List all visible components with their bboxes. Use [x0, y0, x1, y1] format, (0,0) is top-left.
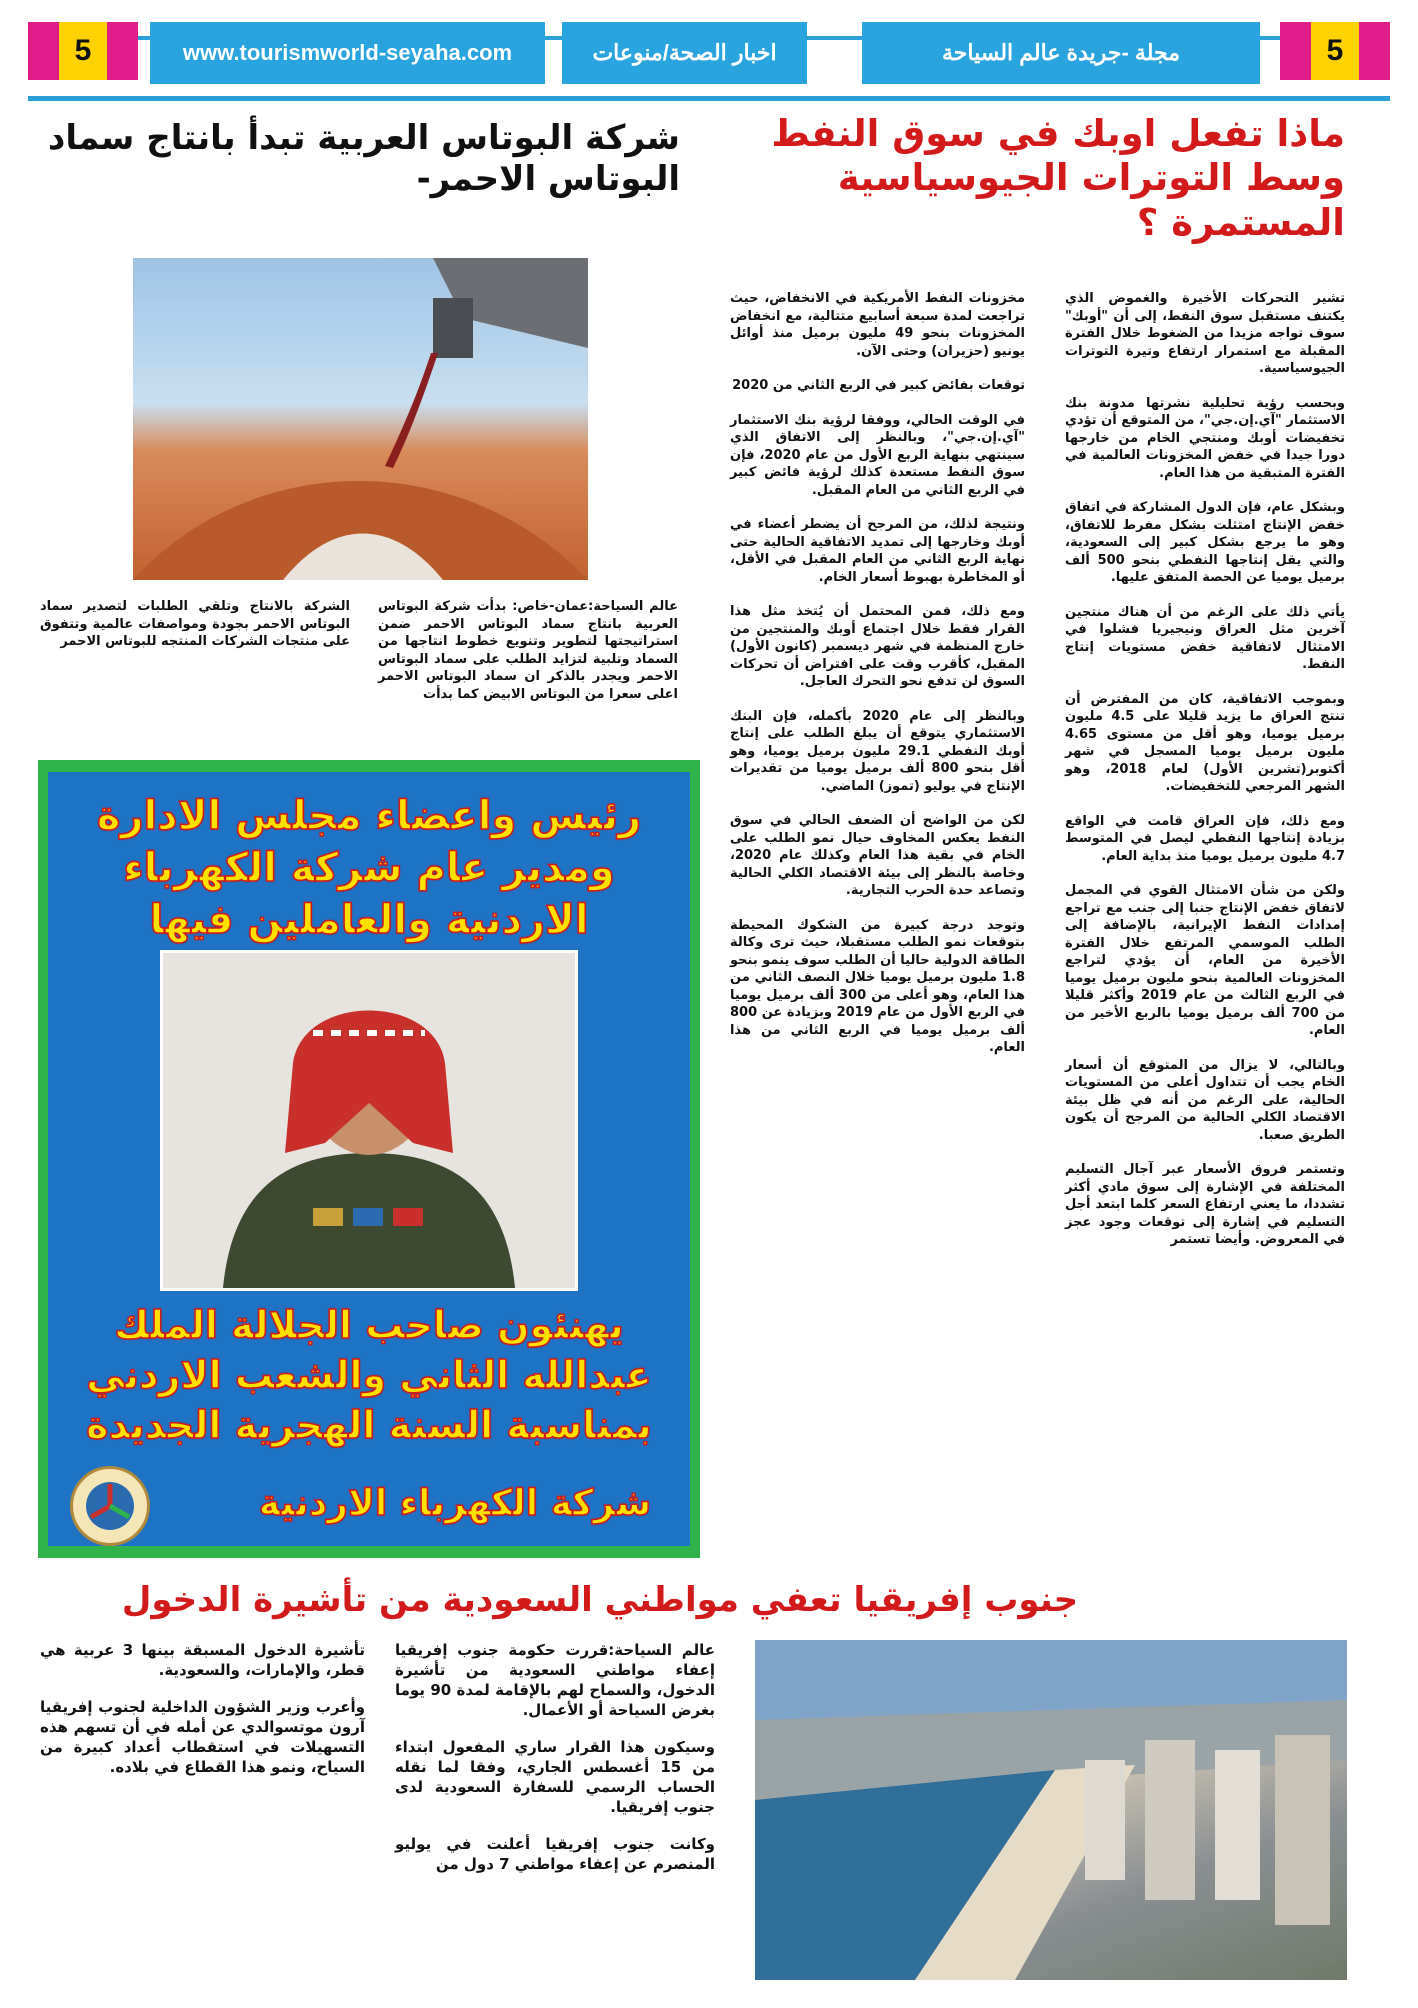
paragraph: وسيكون هذا القرار ساري المفعول ابتداء من 15 أغسطس الجاري، وفقا لما نقله الحساب الرسمي للسفارة السعودية لدى جنوب إفريقيا. — [395, 1738, 715, 1816]
paragraph: الشركة بالانتاج وتلقي الطلبات لتصدير سماد البوتاس الاحمر بجودة ومواصفات عالمية وتتفوق على منتجات الشركات المنتجه للبوتاس الاحمر — [40, 599, 350, 649]
paragraph: وبشكل عام، فإن الدول المشاركة في اتفاق خفض الإنتاج امتثلت بشكل مفرط للاتفاق، وهو ما يرجع بشكل كبير إلى السعودية، والتي يقل إنتاجها النفطي بنحو 500 ألف برميل يوميا عن الحصة المتفق عليها. — [1065, 500, 1345, 585]
south-africa-column-left — [40, 1640, 365, 1794]
section-banner — [562, 22, 807, 84]
page-number-right — [1280, 22, 1390, 80]
opec-column-right — [1065, 290, 1345, 1266]
paragraph: وبالتالي، لا يزال من المتوقع أن أسعار الخام يجب أن تتداول أعلى من المستويات الحالية، على الرغم من أنه في ظل بيئة الاقتصاد الكلي الحالية من المرجح أن يكون الطريق صعبا. — [1065, 1057, 1345, 1143]
potash-column-left — [40, 598, 350, 668]
paragraph: عالم السياحة:عمان-خاص: بدأت شركة البوتاس العربية بانتاج سماد البوتاس الاحمر ضمن استراتيجتها لتطوير وتنويع خطوط انتاجها من السماد وتلبية لتزايد الطلب على سماد البوتاس الاحمر ويجدر بالذكر ان سماد البوتاس الاحمر اعلى سعرا من البوتاس الابيض كما بدأت — [378, 599, 678, 702]
opec-headline: ماذا تفعل اوبك في سوق النفط وسط التوترات الجيوسياسية المستمرة ؟ — [771, 112, 1345, 244]
potash-headline: شركة البوتاس العربية تبدأ بانتاج سماد البوتاس الاحمر- — [47, 118, 680, 199]
south-africa-headline: جنوب إفريقيا تعفي مواطني السعودية من تأشيرة الدخول — [121, 1580, 1079, 1620]
paragraph: في الوقت الحالي، ووفقا لرؤية بنك الاستثمار "آي.إن.جي"، وبالنظر إلى الاتفاق الذي سينتهي بنهاية الربع الأول من عام 2020، فإن سوق النفط مستعدة كذلك لرؤية فائض كبير في الربع الثاني من العام المقبل. — [730, 412, 1025, 498]
potash-conveyor-photo — [133, 258, 588, 580]
section-label: اخبار الصحة/منوعات — [592, 40, 777, 65]
paragraph: وكانت جنوب إفريقيا أعلنت في يوليو المنصرم عن إعفاء مواطني 7 دول من — [395, 1835, 715, 1873]
advert-top-text: رئيس واعضاء مجلس الادارة ومدير عام شركة الكهرباء الاردنية والعاملين فيها — [96, 793, 642, 943]
paragraph: مخزونات النفط الأمريكية في الانخفاض، حيث تراجعت لمدة سبعة أسابيع متتالية، مع انخفاض المخزونات بنحو 49 مليون برميل منذ أوائل يونيو (حزيران) وحتى الآن. — [730, 291, 1025, 359]
paragraph: يأتي ذلك على الرغم من أن هناك منتجين آخرين مثل العراق ونيجيريا فشلوا في الامتثال لاتفاقية خفض مستويات إنتاج النفط. — [1065, 604, 1345, 672]
page-number-text: 5 — [1311, 22, 1359, 80]
website-url[interactable]: www.tourismworld-seyaha.com — [182, 40, 513, 65]
electricity-company-logo — [70, 1466, 150, 1546]
paragraph: ونتيجة لذلك، من المرجح أن يضطر أعضاء في أوبك وخارجها إلى تمديد الاتفاقية الحالية حتى نهاية الربع الثاني من العام المقبل في الأقل، أو المخاطرة بهبوط أسعار الخام. — [730, 517, 1025, 585]
opec-column-left — [730, 290, 1025, 1074]
paragraph: ومع ذلك، فإن العراق قامت في الواقع بزيادة إنتاجها النفطي ليصل في المتوسط 4.7 مليون برميل يوميا منذ بداية العام. — [1065, 813, 1345, 864]
paragraph: وأعرب وزير الشؤون الداخلية لجنوب إفريقيا آرون موتسوالدي عن أمله في أن تسهم هذه التسهيلات في استقطاب أعداد كبيرة من السياح، ونمو هذا القطاع في بلاده. — [40, 1698, 365, 1776]
page-number-left — [28, 22, 138, 80]
website-banner[interactable] — [150, 22, 545, 84]
paragraph: وبموجب الاتفاقية، كان من المفترض أن تنتج العراق ما يزيد قليلا على 4.5 مليون برميل يوميا، وهو أقل من مستوى 4.65 مليون برميل يوميا المسجل في شهر أكتوبر(تشرين الأول) لعام 2018، وهو الشهر المرجعي للتخفيضات. — [1065, 691, 1346, 794]
subheading: توقعات بفائض كبير في الربع الثاني من 2020 — [732, 378, 1025, 393]
paragraph: ولكن من شأن الامتثال القوي في المجمل لاتفاق خفض الإنتاج جنبا إلى جنب مع تراجع إمدادات النفط الإيرانية، بالإضافة إلى الطلب الموسمي المرتفع خلال الفترة الأخيرة من العام، أن يؤدي لتراجع المخزونات العالمية بنحو مليون برميل يوميا في الربع الثالث من عام 2019 وأكثر قليلا من 700 ألف برميل يوميا بالربع الأخير من العام. — [1065, 883, 1346, 1038]
logo-emblem-icon — [73, 1469, 147, 1543]
potash-photo-illustration — [133, 258, 588, 580]
durban-beach-photo — [755, 1640, 1347, 1980]
advert-bottom-text: يهنئون صاحب الجلالة الملك عبدالله الثاني والشعب الاردني بمناسبة السنة الهجرية الجديدة — [86, 1303, 652, 1447]
paragraph: تشير التحركات الأخيرة والغموض الذي يكتنف مستقبل سوق النفط، إلى أن "أوبك" سوف تواجه مزيدا من الضغوط خلال الفترة المقبلة مع استمرار ارتفاع وتيرة التوترات الجيوسياسية. — [1065, 291, 1345, 376]
advert-signature: شركة الكهرباء الاردنية — [258, 1483, 652, 1524]
paragraph: لكن من الواضح أن الضعف الحالي في سوق النفط يعكس المخاوف حيال نمو الطلب على الخام في بقية هذا العام وكذلك عام 2020، وخاصة بالنظر إلى بيئة الاقتصاد الكلي الحالية وتصاعد حدة الحرب التجارية. — [730, 813, 1025, 898]
king-portrait-photo — [160, 950, 578, 1291]
city-illustration — [755, 1640, 1347, 1980]
paragraph: تأشيرة الدخول المسبقة بينها 3 عربية هي قطر، والإمارات، والسعودية. — [40, 1641, 365, 1679]
potash-column-right — [378, 598, 678, 720]
magazine-banner — [862, 22, 1260, 84]
magazine-name: مجلة -جريدة عالم السياحة — [941, 40, 1180, 65]
portrait-illustration — [163, 953, 575, 1288]
south-africa-column-middle — [395, 1640, 715, 1891]
page-number-text: 5 — [59, 22, 107, 80]
paragraph: وتوجد درجة كبيرة من الشكوك المحيطة بتوقعات نمو الطلب مستقبلا، حيث ترى وكالة الطاقة الدولية حاليا أن الطلب سوف ينمو بنحو 1.8 مليون برميل يوميا خلال النصف الثاني من هذا العام، وهو أعلى من 300 ألف برميل يوميا في الربع الأول من عام 2019 وبزيادة عن 800 ألف برميل يوميا في الربع الثاني من هذا العام. — [730, 917, 1026, 1055]
header-rule-bottom — [28, 96, 1390, 101]
paragraph: وتستمر فروق الأسعار عبر آجال التسليم المختلفة في الإشارة إلى سوق مادي أكثر تشددا، ما يعني ارتفاع السعر كلما ابتعد أجل التسليم في إشارة إلى توقعات وجود عجز في المعروض. وأيضا تستمر — [1065, 1162, 1345, 1247]
paragraph: عالم السياحة:قررت حكومة جنوب إفريقيا إعفاء مواطني السعودية من تأشيرة الدخول، والسماح لهم بالإقامة لمدة 90 يوما بغرض السياحة أو الأعمال. — [395, 1641, 715, 1719]
paragraph: ومع ذلك، فمن المحتمل أن يُتخذ مثل هذا القرار فقط خلال اجتماع أوبك والمنتجين من خارج المنظمة في شهر ديسمبر (كانون الأول) المقبل، كأقرب وقت على افتراض أن تحركات السوق لن تدفع نحو التحرك العاجل. — [730, 604, 1025, 689]
paragraph: وبحسب رؤية تحليلية نشرتها مدونة بنك الاستثمار "آي.إن.جي"، من المتوقع أن تؤدي تخفيضات أوبك ومنتجي الخام من خارجها دورا جيدا في خفض المخزونات العالمية في الفترة المتبقية من هذا العام. — [1065, 395, 1345, 481]
paragraph: وبالنظر إلى عام 2020 بأكمله، فإن البنك الاستثماري يتوقع أن يبلغ الطلب على إنتاج أوبك النفطي 29.1 مليون برميل يوميا، وهو أقل بنحو 800 ألف برميل يوميا من تقديرات الإنتاج في يوليو (تموز) الماضي. — [730, 708, 1025, 794]
